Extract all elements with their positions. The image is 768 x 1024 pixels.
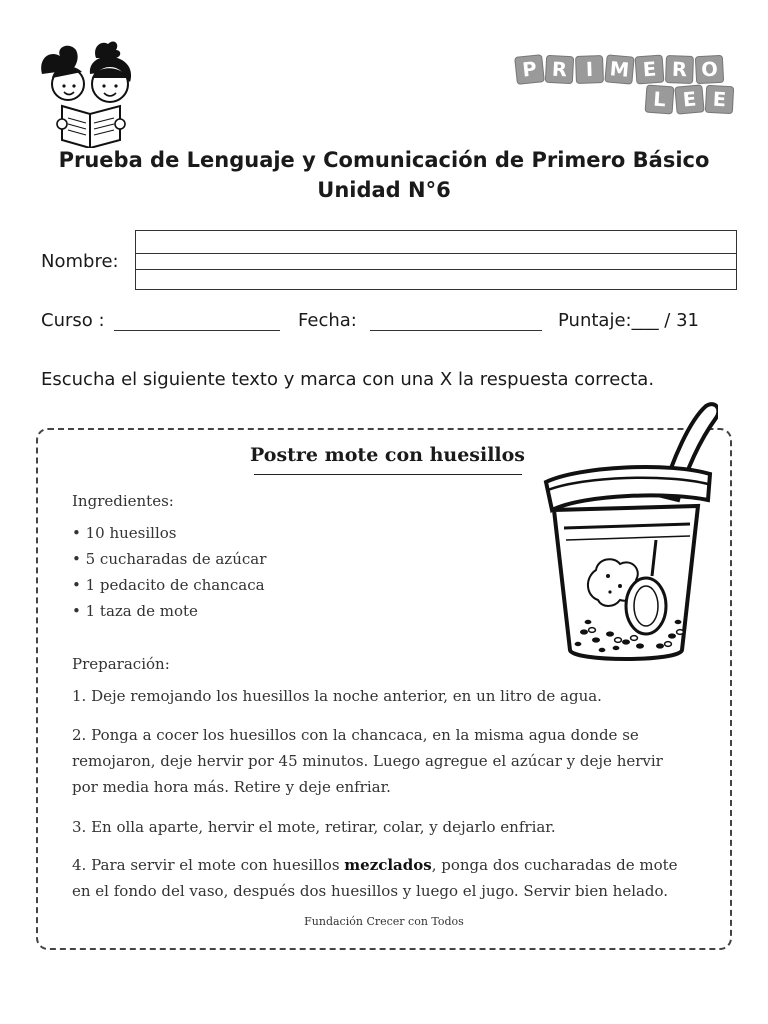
step-text: 4. Para servir el mote con huesillos [72, 856, 345, 874]
ingredient-item: • 1 pedacito de chancaca [72, 576, 265, 594]
name-field-line [136, 269, 736, 270]
kids-reading-logo [36, 36, 144, 148]
page-title: Prueba de Lenguaje y Comunicación de Primero Básico [58, 148, 710, 172]
preparation-step-1: 1. Deje remojando los huesillos la noche anterior, en un litro de agua. [72, 687, 602, 705]
date-field[interactable] [370, 330, 542, 331]
recipe-title: Postre mote con huesillos [250, 444, 525, 466]
svg-text:E: E [681, 87, 698, 112]
ingredient-item: • 5 cucharadas de azúcar [72, 550, 267, 568]
primero-lee-logo [510, 48, 736, 118]
svg-text:R: R [551, 57, 568, 82]
preparation-step-3: 3. En olla aparte, hervir el mote, retirar, colar, y dejarlo enfriar. [72, 818, 556, 836]
course-label: Curso : [41, 310, 105, 331]
svg-text:E: E [642, 57, 657, 82]
emphasized-word: mezclados [344, 856, 432, 874]
svg-text:P: P [521, 57, 538, 82]
score-label: Puntaje:___ / 31 [558, 310, 699, 331]
brand-letter-tile [645, 85, 674, 114]
brand-letter-tile [635, 55, 664, 84]
svg-text:E: E [712, 87, 727, 112]
step-line: en el fondo del vaso, después dos huesillos y luego el jugo. Servir bien helado. [72, 882, 669, 900]
svg-text:R: R [671, 57, 688, 82]
course-field[interactable] [114, 330, 280, 331]
preparation-heading: Preparación: [72, 655, 170, 673]
name-field-line [136, 253, 736, 254]
brand-letter-tile [705, 85, 733, 113]
ingredients-heading: Ingredientes: [72, 492, 174, 510]
svg-text:M: M [608, 57, 631, 82]
step-line: 2. Ponga a cocer los huesillos con la chancaca, en la misma agua donde se [72, 726, 639, 744]
brand-letter-tile [605, 55, 634, 84]
ingredient-item: • 1 taza de mote [72, 602, 198, 620]
svg-text:L: L [652, 87, 667, 112]
brand-letter-tile [515, 55, 545, 85]
step-text: , ponga dos cucharadas de mote [431, 856, 678, 874]
credit-text: Fundación Crecer con Todos [304, 915, 464, 928]
instructions-text: Escucha el siguiente texto y marca con una X la respuesta correcta. [41, 369, 655, 390]
recipe-title-underline [254, 474, 522, 475]
brand-letter-tile [695, 55, 723, 83]
brand-letter-tile [666, 56, 694, 84]
step-line [72, 852, 712, 878]
date-label: Fecha: [298, 310, 357, 331]
ingredient-item: • 10 huesillos [72, 524, 177, 542]
name-label: Nombre: [41, 251, 119, 272]
step-line: remojaron, deje hervir por 45 minutos. Luego agregue el azúcar y deje hervir [72, 752, 663, 770]
brand-letter-tile [545, 55, 573, 83]
preparation-step-2 [72, 722, 712, 800]
brand-letter-tile [675, 85, 704, 114]
step-line: por media hora más. Retire y deje enfriar. [72, 778, 391, 796]
preparation-step-4 [72, 852, 712, 904]
mote-cup-illustration [540, 400, 718, 670]
name-field[interactable] [135, 230, 737, 290]
ingredients-list [72, 520, 266, 624]
page-subtitle-unit: Unidad N°6 [317, 178, 451, 202]
svg-text:I: I [585, 57, 594, 82]
brand-letter-tile [576, 56, 604, 84]
svg-text:O: O [700, 57, 719, 82]
